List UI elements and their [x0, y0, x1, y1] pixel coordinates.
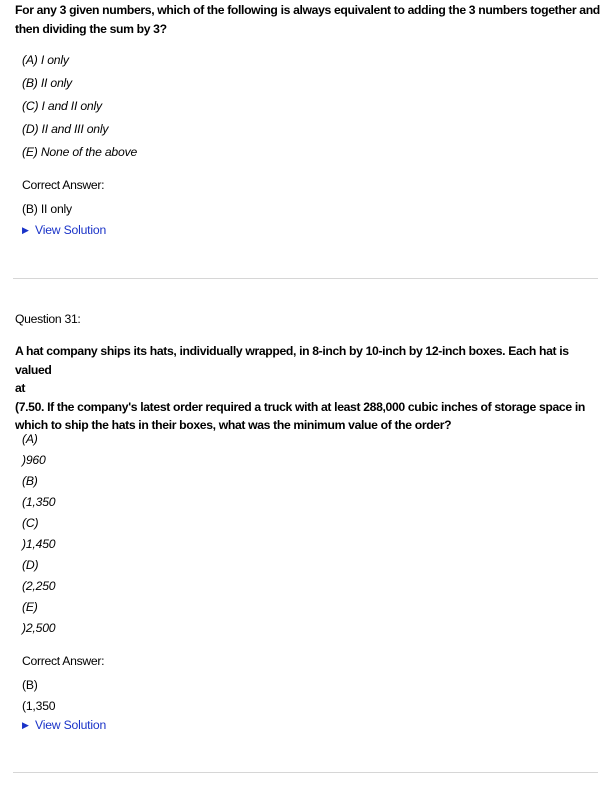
correct-answer-label: Correct Answer: — [22, 178, 105, 192]
stem-line: (7.50. If the company's latest order required a truck with at least 288,000 cubic inches of storage space in which to ship the hats in their boxes, what was the minimum value of the order? — [15, 399, 585, 432]
option-e-value: )2,500 — [22, 621, 56, 635]
option-c-label: (C) — [22, 516, 39, 530]
option-d-label: (D) — [22, 558, 39, 572]
view-solution-toggle[interactable] — [22, 223, 106, 237]
stem-line: at — [15, 381, 26, 395]
view-solution-toggle[interactable] — [22, 718, 106, 732]
option-d: (D) II and III only — [22, 122, 109, 136]
option-b-value: (1,350 — [22, 495, 56, 509]
option-e-label: (E) — [22, 600, 38, 614]
option-c: (C) I and II only — [22, 99, 102, 113]
correct-answer-value — [22, 675, 55, 717]
option-a-value: )960 — [22, 453, 46, 467]
divider — [13, 278, 598, 279]
expand-triangle-icon: ▶ — [22, 720, 29, 730]
stem-line: A hat company ships its hats, individually wrapped, in 8-inch by 10-inch by 12-inch boxes. Each hat is valued — [15, 344, 569, 377]
option-e: (E) None of the above — [22, 145, 138, 159]
option-b: (B) II only — [22, 76, 72, 90]
option-c-value: )1,450 — [22, 537, 56, 551]
correct-answer-value: (B) II only — [22, 202, 72, 216]
correct-answer-line: (B) — [22, 678, 38, 692]
question-number: Question 31: — [15, 312, 81, 326]
question-30-stem: For any 3 given numbers, which of the following is always equivalent to adding the 3 numbers together and then dividing the sum by 3? — [15, 3, 600, 36]
question-30-options — [22, 52, 137, 167]
question-31-options — [22, 431, 55, 641]
view-solution-label: View Solution — [35, 223, 107, 237]
divider — [13, 772, 598, 773]
option-a: (A) I only — [22, 53, 69, 67]
question-31-stem — [15, 342, 600, 435]
option-b-label: (B) — [22, 474, 38, 488]
correct-answer-line: (1,350 — [22, 699, 56, 713]
expand-triangle-icon: ▶ — [22, 225, 29, 235]
option-a-label: (A) — [22, 432, 38, 446]
option-d-value: (2,250 — [22, 579, 56, 593]
correct-answer-label: Correct Answer: — [22, 654, 105, 668]
view-solution-label: View Solution — [35, 718, 107, 732]
